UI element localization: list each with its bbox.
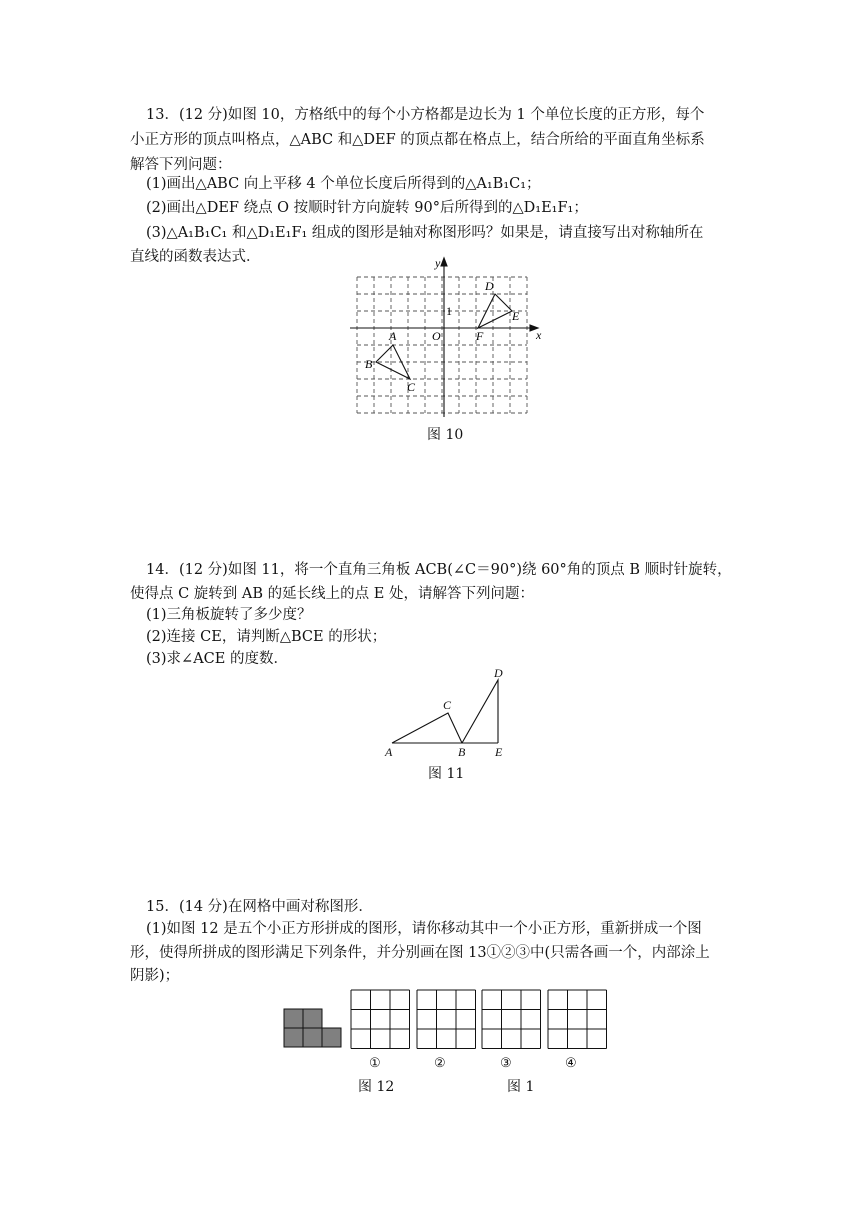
q14-line-2: 使得点 C 旋转到 AB 的延长线上的点 E 处，请解答下列问题： xyxy=(130,586,534,602)
label-d: D xyxy=(494,666,503,680)
x-axis-label: x xyxy=(536,328,542,342)
q14-line-3: (1)三角板旋转了多少度？ xyxy=(146,607,312,623)
label-e: E xyxy=(495,745,503,759)
figure-12-caption: 图 12 xyxy=(358,1079,395,1095)
figure-12-shape xyxy=(284,1009,341,1047)
q15-line-4: 阴影)； xyxy=(130,968,180,984)
answer-grid-4 xyxy=(548,990,607,1049)
answer-grid-2 xyxy=(417,990,476,1049)
q15-line-1: 15．(14 分)在网格中画对称图形． xyxy=(146,899,373,915)
point-label-e: E xyxy=(512,309,520,323)
figure-10-grid xyxy=(357,277,527,413)
figure-12-13 xyxy=(280,985,620,1075)
label-b: B xyxy=(458,745,466,759)
figure-10 xyxy=(340,255,550,420)
q13-line-4: (1)画出△ABC 向上平移 4 个单位长度后所得到的△A₁B₁C₁； xyxy=(146,176,541,192)
figure-10-triangles xyxy=(365,279,520,394)
q13-line-7: 直线的函数表达式． xyxy=(130,249,261,265)
q15-line-2: (1)如图 12 是五个小正方形拼成的图形，请你移动其中一个小正方形，重新拼成一个图 xyxy=(146,921,702,937)
answer-grid-1 xyxy=(351,990,410,1049)
origin-label: O xyxy=(432,329,441,343)
grid-label-4: ④ xyxy=(565,1055,577,1070)
q13-line-3: 解答下列问题： xyxy=(130,157,232,173)
label-c: C xyxy=(443,698,452,712)
unit-label: 1 xyxy=(446,304,452,318)
figure-10-axes xyxy=(350,258,538,417)
q15-line-3: 形，使得所拼成的图形满足下列条件，并分别画在图 13①②③中(只需各画一个，内部涂上 xyxy=(130,945,710,961)
q13-line-2: 小正方形的顶点叫格点，△ABC 和△DEF 的顶点都在格点上，结合所给的平面直角坐标系 xyxy=(130,132,705,148)
answer-grid-3 xyxy=(482,990,541,1049)
q13-line-1: 13．(12 分)如图 10，方格纸中的每个小方格都是边长为 1 个单位长度的正方形，每个 xyxy=(146,107,705,123)
grid-label-3: ③ xyxy=(500,1055,512,1070)
q13-line-6: (3)△A₁B₁C₁ 和△D₁E₁F₁ 组成的图形是轴对称图形吗？如果是，请直接写出对称轴所在 xyxy=(146,225,704,241)
point-label-a: A xyxy=(389,329,397,343)
grid-label-2: ② xyxy=(434,1055,446,1070)
y-axis-label: y xyxy=(435,256,441,270)
point-label-f: F xyxy=(476,329,484,343)
figure-11 xyxy=(380,665,520,765)
q13-line-5: (2)画出△DEF 绕点 O 按顺时针方向旋转 90°后所得到的△D₁E₁F₁； xyxy=(146,200,588,216)
q14-line-5: (3)求∠ACE 的度数． xyxy=(146,651,288,667)
figure-13-caption: 图 1 xyxy=(507,1079,535,1095)
point-label-c: C xyxy=(407,380,416,394)
figure-11-caption: 图 11 xyxy=(428,766,465,782)
q14-line-1: 14．(12 分)如图 11，将一个直角三角板 ACB(∠C＝90°)绕 60°角的顶点 B 顺时针旋转， xyxy=(146,562,732,578)
triangle-acb xyxy=(392,713,462,743)
point-label-b: B xyxy=(365,357,373,371)
label-a: A xyxy=(385,745,393,759)
point-label-d: D xyxy=(485,279,494,293)
figure-10-caption: 图 10 xyxy=(427,427,464,443)
q14-line-4: (2)连接 CE，请判断△BCE 的形状； xyxy=(146,629,387,645)
grid-label-1: ① xyxy=(369,1055,381,1070)
triangle-bde xyxy=(462,680,498,743)
